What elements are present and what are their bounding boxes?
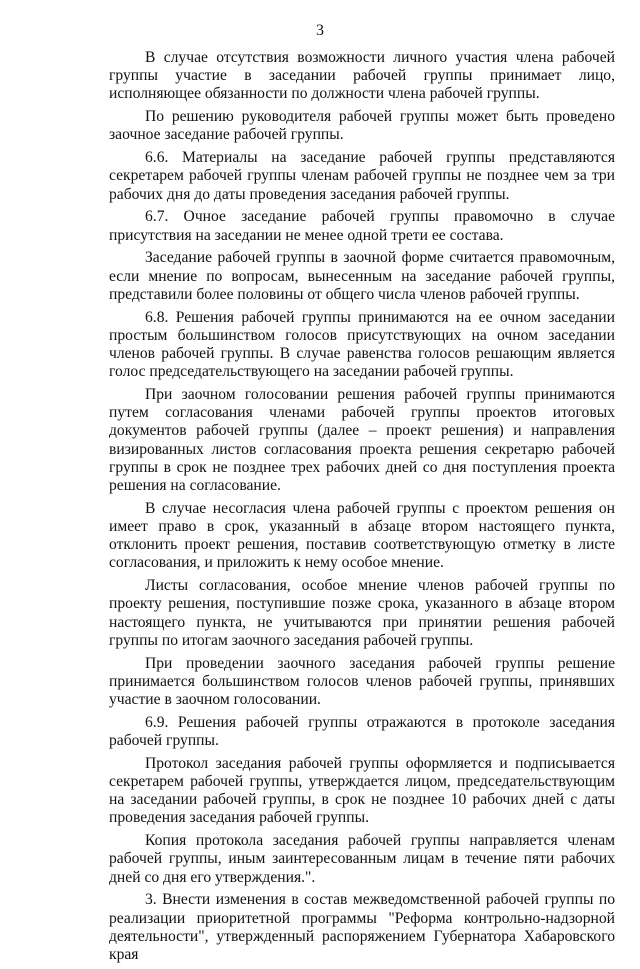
paragraph: Заседание рабочей группы в заочной форме считается правомочным, если мнение по вопросам, вынесенным на заседание рабочей группы, представили более половины от общего числа членов рабочей группы. (109, 249, 615, 303)
document-body (109, 49, 615, 969)
paragraph: Протокол заседания рабочей группы оформляется и подписывается секретарем рабочей группы, утверждается лицом, председательствующим на заседании рабочей группы, в срок не позднее 10 рабочих дней с даты проведения заседания рабочей группы. (109, 754, 615, 827)
paragraph: 3. Внести изменения в состав межведомственной рабочей группы по реализации приоритетной программы "Реформа контрольно-надзорной деятельности", утвержденный распоряжением Губернатора Хабаровского края (109, 891, 615, 964)
paragraph: 6.9. Решения рабочей группы отражаются в протоколе заседания рабочей группы. (109, 713, 615, 750)
paragraph: 6.6. Материалы на заседание рабочей группы представляются секретарем рабочей группы членам рабочей группы не позднее чем за три рабочих дня до даты проведения заседания рабочей группы. (109, 149, 615, 203)
paragraph: При проведении заочного заседания рабочей группы решение принимается большинством голосов членов рабочей группы, принявших участие в заочном голосовании. (109, 654, 615, 709)
paragraph: Копия протокола заседания рабочей группы направляется членам рабочей группы, иным заинтересованным лицам в течение пяти рабочих дней со дня его утверждения.". (109, 832, 615, 886)
paragraph: 6.8. Решения рабочей группы принимаются на ее очном заседании простым большинством голосов присутствующих на очном заседании членов рабочей группы. В случае равенства голосов решающим является голос председательствующего на заседании рабочей группы. (109, 308, 615, 381)
paragraph: При заочном голосовании решения рабочей группы принимаются путем согласования членами рабочей группы проектов итоговых документов рабочей группы (далее – проект решения) и направления визированных листов согласования проекта решения секретарю рабочей группы в срок не позднее трех рабочих дней со дня поступления проекта решения на согласование. (109, 386, 615, 495)
paragraph: В случае несогласия члена рабочей группы с проектом решения он имеет право в срок, указанный в абзаце втором настоящего пункта, отклонить проект решения, поставив соответствующую отметку в листе согласования, и приложить к нему особое мнение. (109, 499, 615, 572)
paragraph: Листы согласования, особое мнение членов рабочей группы по проекту решения, поступившие позже срока, указанного в абзаце втором настоящего пункта, не учитываются при принятии решения рабочей группы по итогам заочного заседания рабочей группы. (109, 577, 615, 649)
paragraph: 6.7. Очное заседание рабочей группы правомочно в случае присутствия на заседании не менее одной трети ее состава. (109, 208, 615, 244)
paragraph: По решению руководителя рабочей группы может быть проведено заочное заседание рабочей группы. (109, 108, 615, 144)
paragraph: В случае отсутствия возможности личного участия члена рабочей группы участие в заседании рабочей группы принимает лицо, исполняющее обязанности по должности члена рабочей группы. (109, 49, 615, 103)
page-number: 3 (316, 22, 324, 39)
